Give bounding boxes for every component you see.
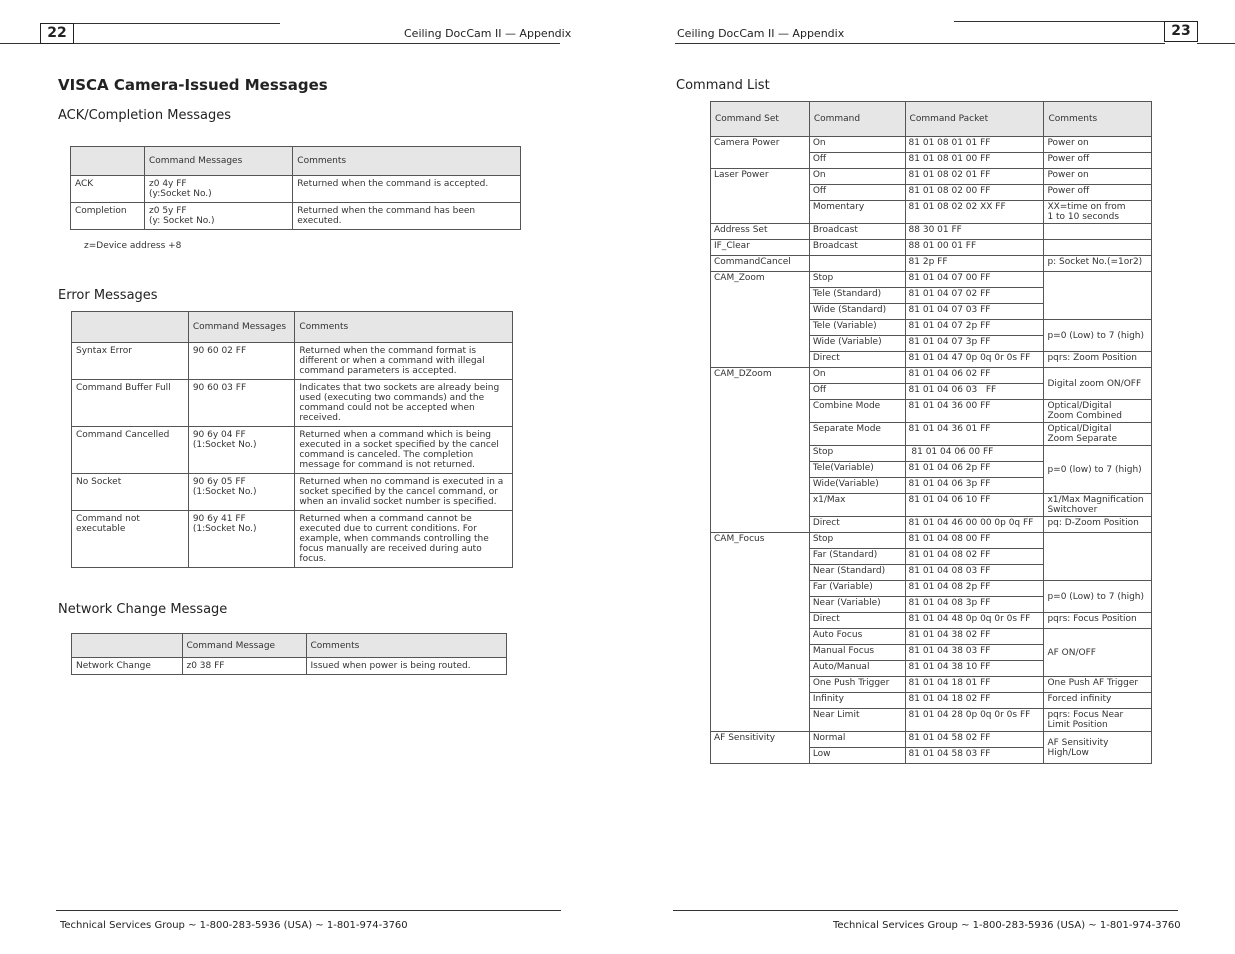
command-packet-cell: 81 01 04 38 10 FF <box>905 661 1044 677</box>
column-header <box>71 147 145 176</box>
table-row <box>72 427 513 474</box>
command-cell <box>809 256 905 272</box>
table-cell: Network Change <box>72 658 183 675</box>
table-cell: Completion <box>71 203 145 230</box>
command-cell: Direct <box>809 613 905 629</box>
table-cell: Command Buffer Full <box>72 380 189 427</box>
command-packet-cell: 81 01 04 06 3p FF <box>905 478 1044 494</box>
table-cell: 90 6y 41 FF (1:Socket No.) <box>188 511 295 568</box>
command-cell: Tele (Variable) <box>809 320 905 336</box>
table-cell: 90 6y 04 FF (1:Socket No.) <box>188 427 295 474</box>
command-packet-cell: 81 01 04 46 00 00 0p 0q FF <box>905 517 1044 533</box>
comment-cell <box>1044 240 1152 256</box>
column-header: Comments <box>295 312 513 343</box>
comment-cell: Optical/Digital Zoom Combined <box>1044 400 1152 423</box>
command-cell: Infinity <box>809 693 905 709</box>
header-left <box>404 27 571 40</box>
command-cell: Far (Variable) <box>809 581 905 597</box>
comment-cell: p=0 (Low) to 7 (high) <box>1044 320 1152 352</box>
command-packet-cell: 81 01 04 08 00 FF <box>905 533 1044 549</box>
table-row <box>72 343 513 380</box>
header-title: Ceiling DocCam II <box>404 27 502 40</box>
table-cell: z0 4y FF (y:Socket No.) <box>145 176 293 203</box>
table-row <box>72 380 513 427</box>
column-header: Comments <box>306 634 507 658</box>
table-cell: Returned when the command has been executed. <box>293 203 521 230</box>
command-cell: Off <box>809 384 905 400</box>
header-right <box>677 27 844 40</box>
ack-heading: ACK/Completion Messages <box>58 108 231 123</box>
command-packet-cell: 81 01 04 18 01 FF <box>905 677 1044 693</box>
command-set-cell: IF_Clear <box>711 240 810 256</box>
table-row <box>711 169 1152 185</box>
comment-cell: p=0 (Low) to 7 (high) <box>1044 581 1152 613</box>
table-cell: Command not executable <box>72 511 189 568</box>
command-cell: Direct <box>809 517 905 533</box>
command-cell: Far (Standard) <box>809 549 905 565</box>
command-packet-cell: 81 01 04 36 01 FF <box>905 423 1044 446</box>
command-packet-cell: 81 01 04 06 03 FF <box>905 384 1044 400</box>
column-header: Comments <box>1044 102 1152 137</box>
page-number-left: 22 <box>40 23 74 44</box>
command-packet-cell: 81 01 04 07 3p FF <box>905 336 1044 352</box>
table-row <box>711 368 1152 384</box>
table-row <box>711 256 1152 272</box>
comment-cell: pqrs: Zoom Position <box>1044 352 1152 368</box>
table-row <box>72 474 513 511</box>
comment-cell: Digital zoom ON/OFF <box>1044 368 1152 400</box>
table-row <box>72 658 507 675</box>
command-cell: Near (Standard) <box>809 565 905 581</box>
table-cell: Returned when a command which is being executed in a socket specified by the cancel command is canceled. The completion message for command is not returned. <box>295 427 513 474</box>
command-packet-cell: 81 01 04 06 00 FF <box>905 446 1044 462</box>
header-section: — Appendix <box>504 27 572 40</box>
command-cell: One Push Trigger <box>809 677 905 693</box>
comment-cell: p=0 (low) to 7 (high) <box>1044 446 1152 494</box>
command-cell: On <box>809 368 905 384</box>
command-set-cell: Camera Power <box>711 137 810 169</box>
error-table <box>71 311 513 568</box>
command-list-heading: Command List <box>676 78 770 93</box>
command-cell: x1/Max <box>809 494 905 517</box>
table-row <box>71 203 521 230</box>
table-row <box>71 176 521 203</box>
table-cell: 90 60 03 FF <box>188 380 295 427</box>
command-cell: Combine Mode <box>809 400 905 423</box>
comment-cell: Forced infinity <box>1044 693 1152 709</box>
command-set-cell: CAM_Zoom <box>711 272 810 368</box>
command-cell: Auto Focus <box>809 629 905 645</box>
table-row <box>711 224 1152 240</box>
ack-table <box>70 146 521 230</box>
command-packet-cell: 81 01 08 01 01 FF <box>905 137 1044 153</box>
page-title: VISCA Camera-Issued Messages <box>58 76 328 94</box>
comment-cell: Power off <box>1044 153 1152 169</box>
command-packet-cell: 81 01 04 07 00 FF <box>905 272 1044 288</box>
table-cell: Command Cancelled <box>72 427 189 474</box>
command-cell: On <box>809 169 905 185</box>
command-cell: Broadcast <box>809 224 905 240</box>
command-set-cell: Laser Power <box>711 169 810 224</box>
comment-cell: x1/Max Magnification Switchover <box>1044 494 1152 517</box>
command-list-table <box>710 101 1152 764</box>
table-cell: Issued when power is being routed. <box>306 658 507 675</box>
command-cell: Tele(Variable) <box>809 462 905 478</box>
command-packet-cell: 81 01 04 38 02 FF <box>905 629 1044 645</box>
command-cell: Momentary <box>809 201 905 224</box>
command-cell: Manual Focus <box>809 645 905 661</box>
table-row <box>72 511 513 568</box>
table-cell: 90 60 02 FF <box>188 343 295 380</box>
column-header <box>72 312 189 343</box>
command-cell: Low <box>809 748 905 764</box>
comment-cell: XX=time on from 1 to 10 seconds <box>1044 201 1152 224</box>
table-cell: Returned when a command cannot be executed due to current conditions. For example, when commands controlling the focus manually are received during auto focus. <box>295 511 513 568</box>
command-packet-cell: 81 01 04 07 2p FF <box>905 320 1044 336</box>
command-cell: Auto/Manual <box>809 661 905 677</box>
command-packet-cell: 81 01 08 02 01 FF <box>905 169 1044 185</box>
table-cell: No Socket <box>72 474 189 511</box>
ack-note: z=Device address +8 <box>84 241 182 251</box>
command-set-cell: CAM_Focus <box>711 533 810 732</box>
command-cell: Wide (Standard) <box>809 304 905 320</box>
command-packet-cell: 81 01 04 36 00 FF <box>905 400 1044 423</box>
page-number-right: 23 <box>1164 21 1198 42</box>
table-cell: Indicates that two sockets are already being used (executing two commands) and the command could not be accepted when received. <box>295 380 513 427</box>
command-packet-cell: 81 01 08 01 00 FF <box>905 153 1044 169</box>
command-cell: Normal <box>809 732 905 748</box>
command-cell: Direct <box>809 352 905 368</box>
column-header: Comments <box>293 147 521 176</box>
column-header: Command <box>809 102 905 137</box>
table-row <box>711 272 1152 288</box>
column-header: Command Set <box>711 102 810 137</box>
table-row <box>711 533 1152 549</box>
command-set-cell: CommandCancel <box>711 256 810 272</box>
command-packet-cell: 81 01 04 47 0p 0q 0r 0s FF <box>905 352 1044 368</box>
comment-cell: p: Socket No.(=1or2) <box>1044 256 1152 272</box>
command-packet-cell: 81 01 04 06 2p FF <box>905 462 1044 478</box>
command-cell: Separate Mode <box>809 423 905 446</box>
command-set-cell: AF Sensitivity <box>711 732 810 764</box>
command-cell: Wide (Variable) <box>809 336 905 352</box>
table-cell: Returned when no command is executed in a socket specified by the cancel command, or when an invalid socket number is specified. <box>295 474 513 511</box>
table-cell: z0 38 FF <box>182 658 306 675</box>
command-cell: Off <box>809 153 905 169</box>
comment-cell <box>1044 224 1152 240</box>
command-cell: Stop <box>809 446 905 462</box>
comment-cell: AF ON/OFF <box>1044 629 1152 677</box>
command-packet-cell: 88 30 01 FF <box>905 224 1044 240</box>
command-packet-cell: 81 01 04 08 3p FF <box>905 597 1044 613</box>
column-header: Command Packet <box>905 102 1044 137</box>
comment-cell: Power on <box>1044 169 1152 185</box>
command-cell: Broadcast <box>809 240 905 256</box>
footer-left: Technical Services Group ~ 1-800-283-5936 (USA) ~ 1-801-974-3760 <box>60 920 408 931</box>
table-cell: Returned when the command is accepted. <box>293 176 521 203</box>
comment-cell: pqrs: Focus Near Limit Position <box>1044 709 1152 732</box>
table-cell: Syntax Error <box>72 343 189 380</box>
table-row <box>711 240 1152 256</box>
command-cell: Stop <box>809 272 905 288</box>
footer-right: Technical Services Group ~ 1-800-283-5936 (USA) ~ 1-801-974-3760 <box>833 920 1181 931</box>
command-set-cell: CAM_DZoom <box>711 368 810 533</box>
command-packet-cell: 81 01 08 02 02 XX FF <box>905 201 1044 224</box>
command-packet-cell: 88 01 00 01 FF <box>905 240 1044 256</box>
table-row <box>711 137 1152 153</box>
command-packet-cell: 81 2p FF <box>905 256 1044 272</box>
table-cell: ACK <box>71 176 145 203</box>
comment-cell: Power on <box>1044 137 1152 153</box>
command-packet-cell: 81 01 04 08 03 FF <box>905 565 1044 581</box>
command-packet-cell: 81 01 04 06 10 FF <box>905 494 1044 517</box>
command-cell: Near (Variable) <box>809 597 905 613</box>
comment-cell: pqrs: Focus Position <box>1044 613 1152 629</box>
column-header: Command Messages <box>188 312 295 343</box>
command-packet-cell: 81 01 04 38 03 FF <box>905 645 1044 661</box>
command-packet-cell: 81 01 04 18 02 FF <box>905 693 1044 709</box>
command-packet-cell: 81 01 08 02 00 FF <box>905 185 1044 201</box>
command-packet-cell: 81 01 04 06 02 FF <box>905 368 1044 384</box>
header-title: Ceiling DocCam II <box>677 27 775 40</box>
column-header: Command Message <box>182 634 306 658</box>
command-cell: Tele (Standard) <box>809 288 905 304</box>
network-table <box>71 633 507 675</box>
comment-cell: pq: D-Zoom Position <box>1044 517 1152 533</box>
command-packet-cell: 81 01 04 58 03 FF <box>905 748 1044 764</box>
command-packet-cell: 81 01 04 07 03 FF <box>905 304 1044 320</box>
table-cell: z0 5y FF (y: Socket No.) <box>145 203 293 230</box>
comment-cell: AF Sensitivity High/Low <box>1044 732 1152 764</box>
header-section: — Appendix <box>777 27 845 40</box>
column-header <box>72 634 183 658</box>
table-cell: Returned when the command format is different or when a command with illegal command parameters is accepted. <box>295 343 513 380</box>
table-cell: 90 6y 05 FF (1:Socket No.) <box>188 474 295 511</box>
comment-cell <box>1044 272 1152 320</box>
command-set-cell: Address Set <box>711 224 810 240</box>
command-cell: Near Limit <box>809 709 905 732</box>
command-packet-cell: 81 01 04 08 2p FF <box>905 581 1044 597</box>
command-cell: On <box>809 137 905 153</box>
command-packet-cell: 81 01 04 07 02 FF <box>905 288 1044 304</box>
comment-cell: One Push AF Trigger <box>1044 677 1152 693</box>
error-heading: Error Messages <box>58 288 158 303</box>
comment-cell <box>1044 533 1152 581</box>
network-heading: Network Change Message <box>58 602 228 617</box>
command-packet-cell: 81 01 04 28 0p 0q 0r 0s FF <box>905 709 1044 732</box>
command-packet-cell: 81 01 04 08 02 FF <box>905 549 1044 565</box>
command-cell: Stop <box>809 533 905 549</box>
comment-cell: Power off <box>1044 185 1152 201</box>
command-cell: Wide(Variable) <box>809 478 905 494</box>
command-packet-cell: 81 01 04 48 0p 0q 0r 0s FF <box>905 613 1044 629</box>
comment-cell: Optical/Digital Zoom Separate <box>1044 423 1152 446</box>
command-cell: Off <box>809 185 905 201</box>
table-row <box>711 732 1152 748</box>
column-header: Command Messages <box>145 147 293 176</box>
command-packet-cell: 81 01 04 58 02 FF <box>905 732 1044 748</box>
